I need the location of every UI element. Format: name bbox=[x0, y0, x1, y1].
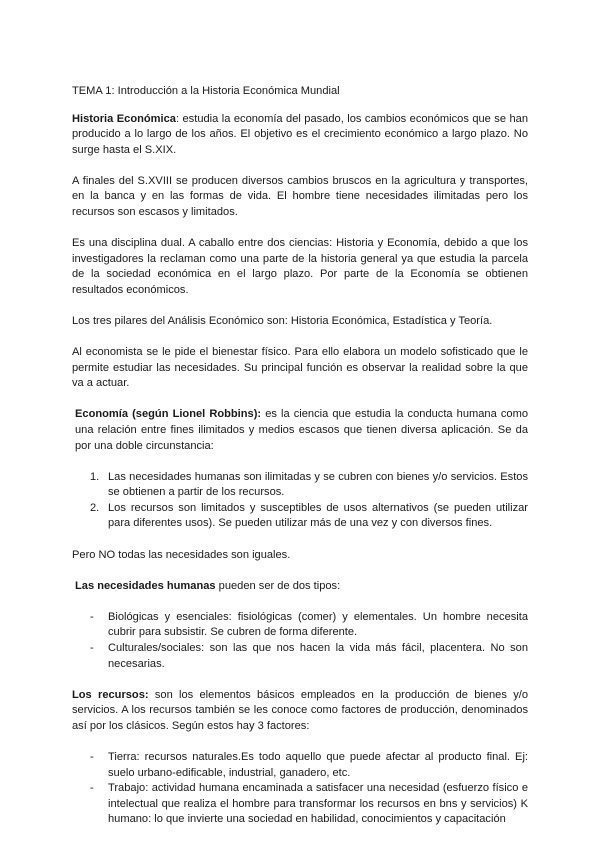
term-necesidades-humanas: Las necesidades humanas bbox=[75, 579, 216, 592]
list-dash: - bbox=[90, 782, 94, 795]
paragraph-tres-pilares: Los tres pilares del Análisis Económico son: Historia Económica, Estadística y Teoría. bbox=[72, 315, 493, 328]
numbered-list bbox=[72, 470, 528, 532]
bullet-list-factores bbox=[72, 750, 528, 828]
term-recursos: Los recursos: bbox=[72, 688, 149, 701]
list-dash: - bbox=[90, 750, 94, 763]
term-historia-economica: Historia Económica bbox=[72, 112, 176, 125]
paragraph-economia-robbins bbox=[72, 407, 528, 454]
list-item-text: Tierra: recursos naturales.Es todo aquello que puede afectar al producto final. Ej: suelo urbano-edificable, industrial, ganadero, etc. bbox=[108, 750, 528, 779]
list-item-text: Los recursos son limitados y susceptibles de usos alternativos (se pueden utilizar para diferentes usos). Se pueden utilizar más de una vez y con diversos fines. bbox=[108, 501, 528, 530]
definition-recursos: son los elementos básicos empleados en la producción de bienes y/o servicios. A los recursos también se les conoce como factores de producción, denominados así por los clásicos. Según estos hay 3 factores: bbox=[72, 688, 528, 732]
list-item bbox=[72, 501, 528, 532]
bullet-list-necesidades bbox=[72, 610, 528, 672]
paragraph-economista: Al economista se le pide el bienestar físico. Para ello elabora un modelo sofisticado que le permite estudiar las necesidades. Su principal función es observar la realidad sobre la que va a actuar. bbox=[72, 346, 528, 390]
list-item-text: Culturales/sociales: son las que nos hacen la vida más fácil, placentera. No son necesarias. bbox=[108, 641, 528, 670]
list-item bbox=[72, 641, 528, 672]
paragraph-siglo-xviii: A finales del S.XVIII se producen diversos cambios bruscos en la agricultura y transportes, en la banca y en las formas de vida. El hombre tiene necesidades ilimitadas pero los recursos son escasos y limitados. bbox=[72, 174, 528, 219]
list-item-text: Las necesidades humanas son ilimitadas y se cubren con bienes y/o servicios. Estos se obtienen a partir de los recursos. bbox=[108, 470, 528, 499]
paragraph-disciplina-dual: Es una disciplina dual. A caballo entre dos ciencias: Historia y Economía, debido a que los investigadores la reclaman como una parte de la historia general ya que estudia la parcela de la sociedad económica en el largo plazo. Por parte de la Economía se obtienen resultados económicos. bbox=[72, 237, 528, 296]
list-item bbox=[72, 470, 528, 501]
paragraph-recursos bbox=[72, 688, 528, 735]
paragraph-necesidades-iguales: Pero NO todas las necesidades son iguales. bbox=[72, 548, 291, 561]
list-item bbox=[72, 781, 528, 828]
definition-economia-robbins: es la ciencia que estudia la conducta humana como una relación entre fines ilimitados y medios escasos que tienen diversa aplicación. Se da por una doble circunstancia: bbox=[75, 408, 528, 452]
list-item-text: Trabajo: actividad humana encaminada a satisfacer una necesidad (esfuerzo físico e intelectual que realiza el hombre para transformar los recursos en bns y servicios) K humano: lo que invierte una sociedad en habilidad, conocimientos y capacitación bbox=[108, 782, 528, 826]
list-dash: - bbox=[90, 610, 94, 623]
paragraph-necesidades-humanas bbox=[72, 579, 528, 595]
document-title: TEMA 1: Introducción a la Historia Económica Mundial bbox=[72, 85, 340, 97]
list-item-text: Biológicas y esenciales: fisiológicas (comer) y elementales. Un hombre necesita cubrir para subsistir. Se cubren de forma diferente. bbox=[108, 610, 528, 639]
list-number: 2. bbox=[90, 501, 100, 514]
definition-necesidades-humanas: pueden ser de dos tipos: bbox=[215, 579, 341, 592]
definition-historia-economica: : estudia la economía del pasado, los cambios económicos que se han producido a lo largo de los años. El objetivo es el crecimiento económico a largo plazo. No surge hasta el S.XIX. bbox=[72, 112, 528, 156]
paragraph-historia-economica bbox=[72, 112, 528, 159]
term-economia-robbins: Economía (según Lionel Robbins): bbox=[75, 408, 262, 421]
list-item bbox=[72, 610, 528, 641]
list-dash: - bbox=[90, 641, 94, 654]
list-number: 1. bbox=[90, 470, 100, 483]
list-item bbox=[72, 750, 528, 781]
